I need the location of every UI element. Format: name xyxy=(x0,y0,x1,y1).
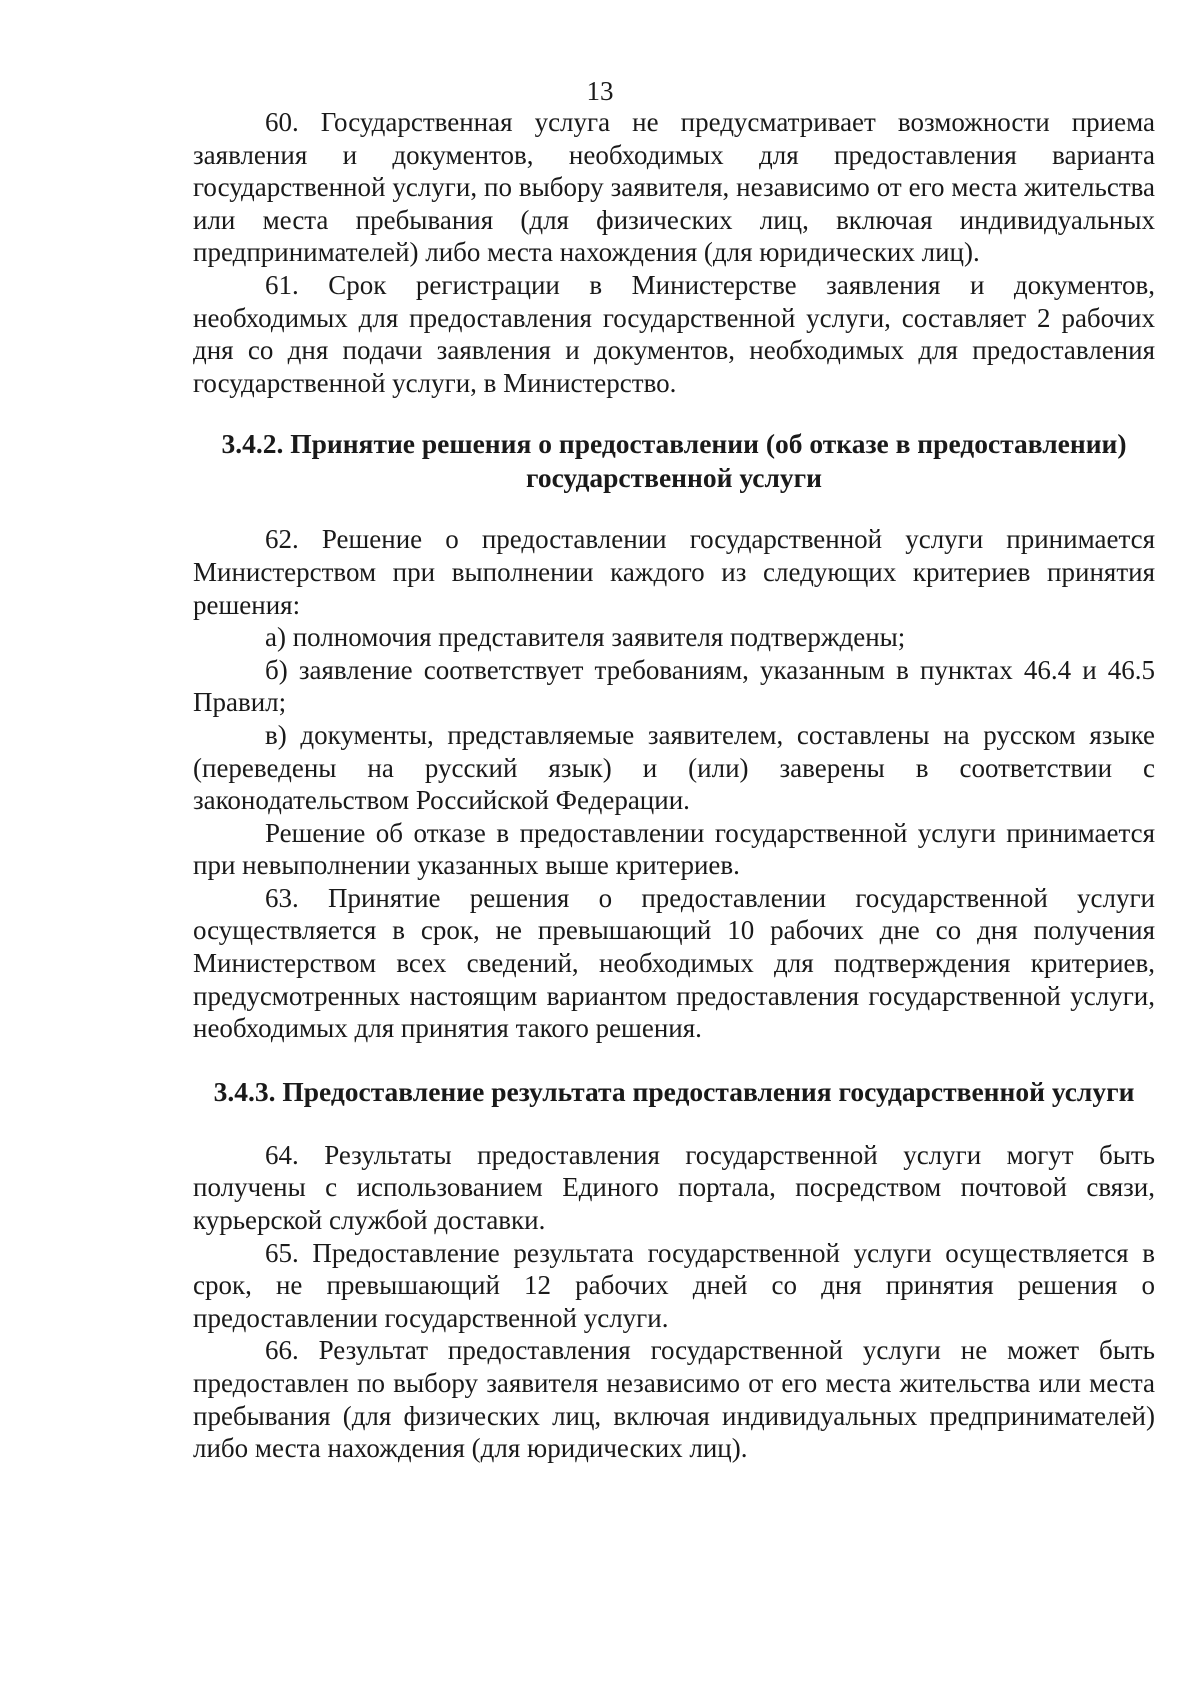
refusal-paragraph: Решение об отказе в предоставлении государственной услуги принимается при невыполнении указанных выше критериев. xyxy=(193,817,1155,881)
paragraph-65: 65. Предоставление результата государственной услуги осуществляется в срок, не превышающий 12 рабочих дней со дня принятия решения о предоставлении государственной услуги. xyxy=(193,1237,1155,1333)
section-heading-3-4-2 xyxy=(193,427,1155,495)
page-number: 13 xyxy=(586,76,614,106)
paragraph-62: 62. Решение о предоставлении государственной услуги принимается Министерством при выполнении каждого из следующих критериев принятия решения: xyxy=(193,524,1155,620)
section-heading-3-4-2-line1: 3.4.2. Принятие решения о предоставлении (об отказе в предоставлении) xyxy=(221,428,1127,460)
paragraph-66: 66. Результат предоставления государственной услуги не может быть предоставлен по выбору заявителя независимо от его места жительства или места пребывания (для физических лиц, включая индивидуальных предпринимателей) либо места нахождения (для юридических лиц). xyxy=(193,1335,1155,1464)
paragraph-61: 61. Срок регистрации в Министерстве заявления и документов, необходимых для предоставления государственной услуги, составляет 2 рабочих дня со дня подачи заявления и документов, необходимых для предоставления государственной услуги, в Министерство. xyxy=(193,269,1155,398)
section-heading-3-4-2-line2: государственной услуги xyxy=(526,462,822,494)
criterion-c: в) документы, представляемые заявителем, составлены на русском языке (переведены на русский язык) и (или) заверены в соответствии с законодательством Российской Федерации. xyxy=(193,719,1155,816)
paragraph-63: 63. Принятие решения о предоставлении государственной услуги осуществляется в срок, не превышающий 10 рабочих дне со дня получения Министерством всех сведений, необходимых для подтверждения критериев, предусмотренных настоящим вариантом предоставления государственной услуги, необходимых для принятия такого решения. xyxy=(193,882,1155,1044)
paragraph-60: 60. Государственная услуга не предусматривает возможности приема заявления и документов, необходимых для предоставления варианта государственной услуги, по выбору заявителя, независимо от его места жительства или места пребывания (для физических лиц, включая индивидуальных предпринимателей) либо места нахождения (для юридических лиц). xyxy=(193,107,1155,268)
page-content xyxy=(193,106,1155,1465)
paragraph-64: 64. Результаты предоставления государственной услуги могут быть получены с использованием Единого портала, посредством почтовой связи, курьерской службой доставки. xyxy=(193,1139,1155,1236)
criterion-b: б) заявление соответствует требованиям, указанным в пунктах 46.4 и 46.5 Правил; xyxy=(193,654,1155,718)
section-heading-3-4-3: 3.4.3. Предоставление результата предоставления государственной услуги xyxy=(213,1075,1135,1107)
criterion-a: а) полномочия представителя заявителя подтверждены; xyxy=(265,622,906,653)
